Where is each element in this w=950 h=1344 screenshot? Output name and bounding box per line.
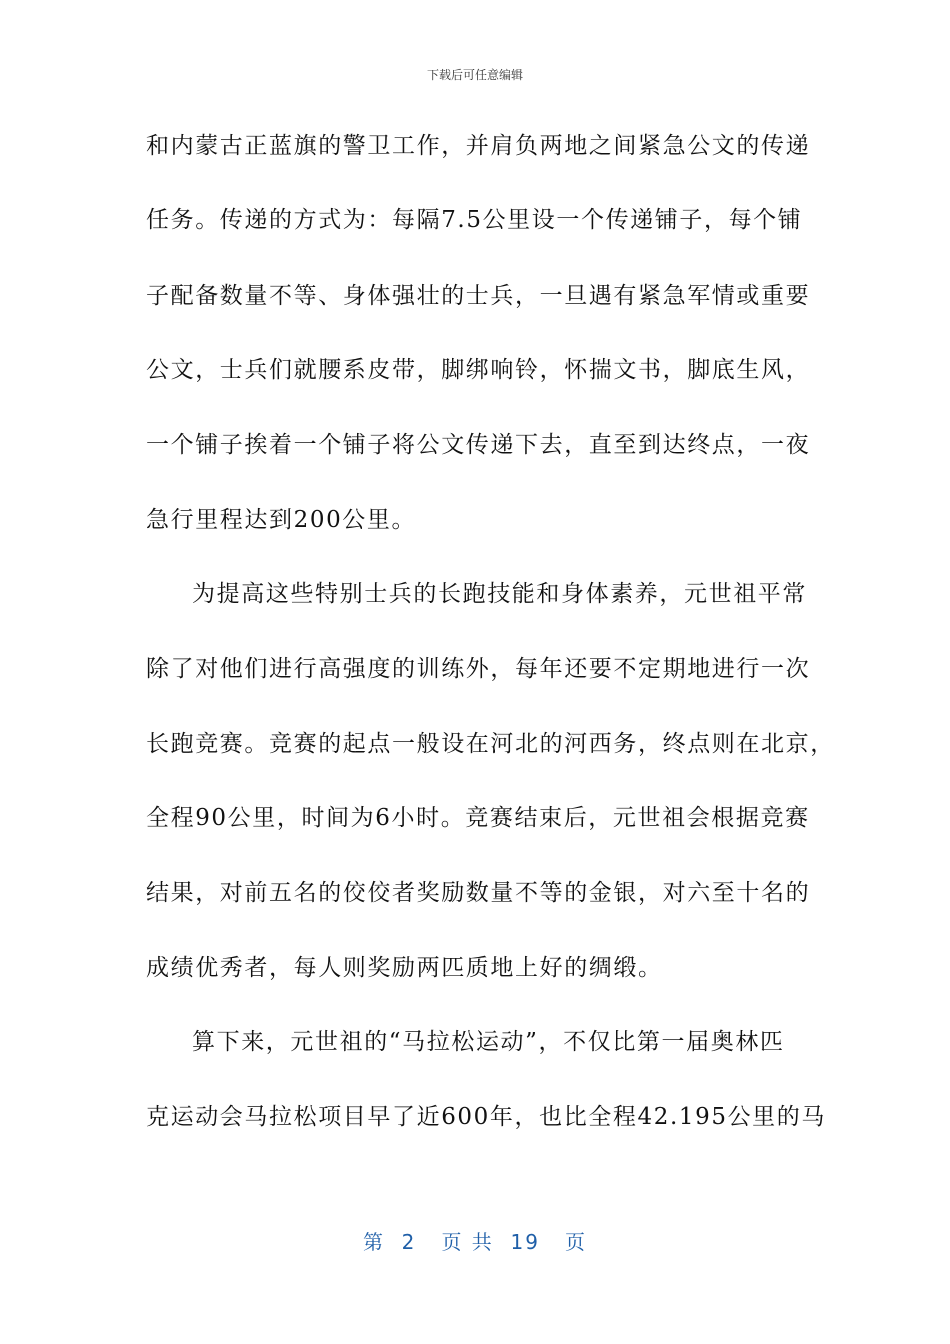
paragraph-first-line: 为提高这些特别士兵的长跑技能和身体素养，元世祖平常 xyxy=(192,581,807,607)
text-line: 子配备数量不等、身体强壮的士兵，一旦遇有紧急军情或重要 xyxy=(146,283,811,309)
text-line: 和内蒙古正蓝旗的警卫工作，并肩负两地之间紧急公文的传递 xyxy=(146,133,811,159)
text-line: 全程90公里，时间为6小时。竞赛结束后，元世祖会根据竞赛 xyxy=(146,805,810,831)
text-line: 公文，士兵们就腰系皮带，脚绑响铃，怀揣文书，脚底生风， xyxy=(146,357,811,383)
text-line: 克运动会马拉松项目早了近600年，也比全程42.195公里的马 xyxy=(146,1104,826,1130)
paragraph-first-line: 算下来，元世祖的“马拉松运动”，不仅比第一届奥林匹 xyxy=(192,1029,785,1055)
text-line: 急行里程达到200公里。 xyxy=(146,507,417,533)
text-line: 长跑竞赛。竞赛的起点一般设在河北的河西务，终点则在北京， xyxy=(146,731,835,757)
text-line: 任务。传递的方式为：每隔7.5公里设一个传递铺子，每个铺 xyxy=(146,207,803,233)
header-note: 下载后可任意编辑 xyxy=(426,68,523,82)
text-line: 一个铺子挨着一个铺子将公文传递下去，直至到达终点，一夜 xyxy=(146,432,811,458)
page-footer xyxy=(0,1226,950,1255)
text-line: 结果，对前五名的佼佼者奖励数量不等的金银，对六至十名的 xyxy=(146,880,811,906)
page-number: 第 2 页 共 19 页 xyxy=(362,1230,588,1254)
text-line: 除了对他们进行高强度的训练外，每年还要不定期地进行一次 xyxy=(146,656,811,682)
text-line: 成绩优秀者，每人则奖励两匹质地上好的绸缎。 xyxy=(146,955,663,981)
